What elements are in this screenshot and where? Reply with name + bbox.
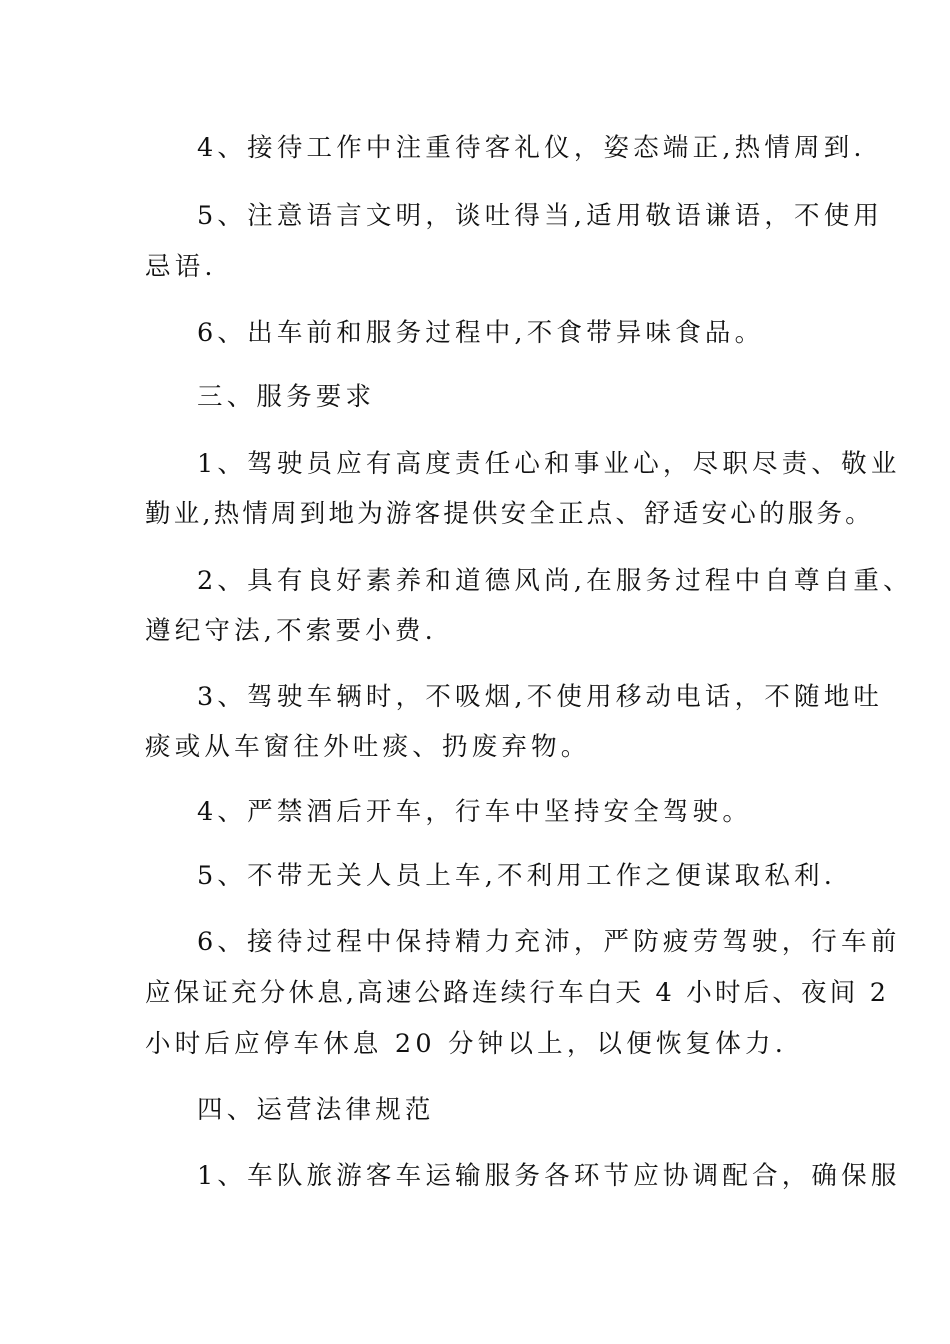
paragraph-line: 痰或从车窗往外吐痰、扔废弃物。 [145, 732, 591, 762]
paragraph-line: 2、具有良好素养和道德风尚,在服务过程中自尊自重、 [197, 566, 913, 596]
paragraph-line: 6、接待过程中保持精力充沛，严防疲劳驾驶，行车前 [197, 927, 901, 957]
paragraph-line: 应保证充分休息,高速公路连续行车白天 4 小时后、夜间 2 [145, 978, 890, 1008]
paragraph-line: 5、不带无关人员上车,不利用工作之便谋取私利. [197, 861, 837, 891]
paragraph-line: 1、车队旅游客车运输服务各环节应协调配合，确保服 [197, 1161, 901, 1191]
paragraph-line: 忌语. [145, 252, 217, 282]
paragraph-line: 5、注意语言文明，谈吐得当,适用敬语谦语，不使用 [197, 201, 884, 231]
paragraph-line: 3、驾驶车辆时，不吸烟,不使用移动电话，不随地吐 [197, 682, 884, 712]
paragraph-line: 小时后应停车休息 20 分钟以上，以便恢复体力. [145, 1029, 788, 1059]
section-heading: 三、服务要求 [197, 382, 376, 412]
paragraph-line: 6、出车前和服务过程中,不食带异味食品。 [197, 318, 765, 348]
paragraph-line: 4、严禁酒后开车，行车中坚持安全驾驶。 [197, 797, 753, 827]
paragraph-line: 遵纪守法,不索要小费. [145, 616, 437, 646]
paragraph-line: 1、驾驶员应有高度责任心和事业心，尽职尽责、敬业 [197, 449, 901, 479]
paragraph-line: 勤业,热情周到地为游客提供安全正点、舒适安心的服务。 [145, 499, 874, 529]
paragraph-line: 4、接待工作中注重待客礼仪，姿态端正,热情周到. [197, 133, 866, 163]
section-heading: 四、运营法律规范 [197, 1095, 435, 1125]
